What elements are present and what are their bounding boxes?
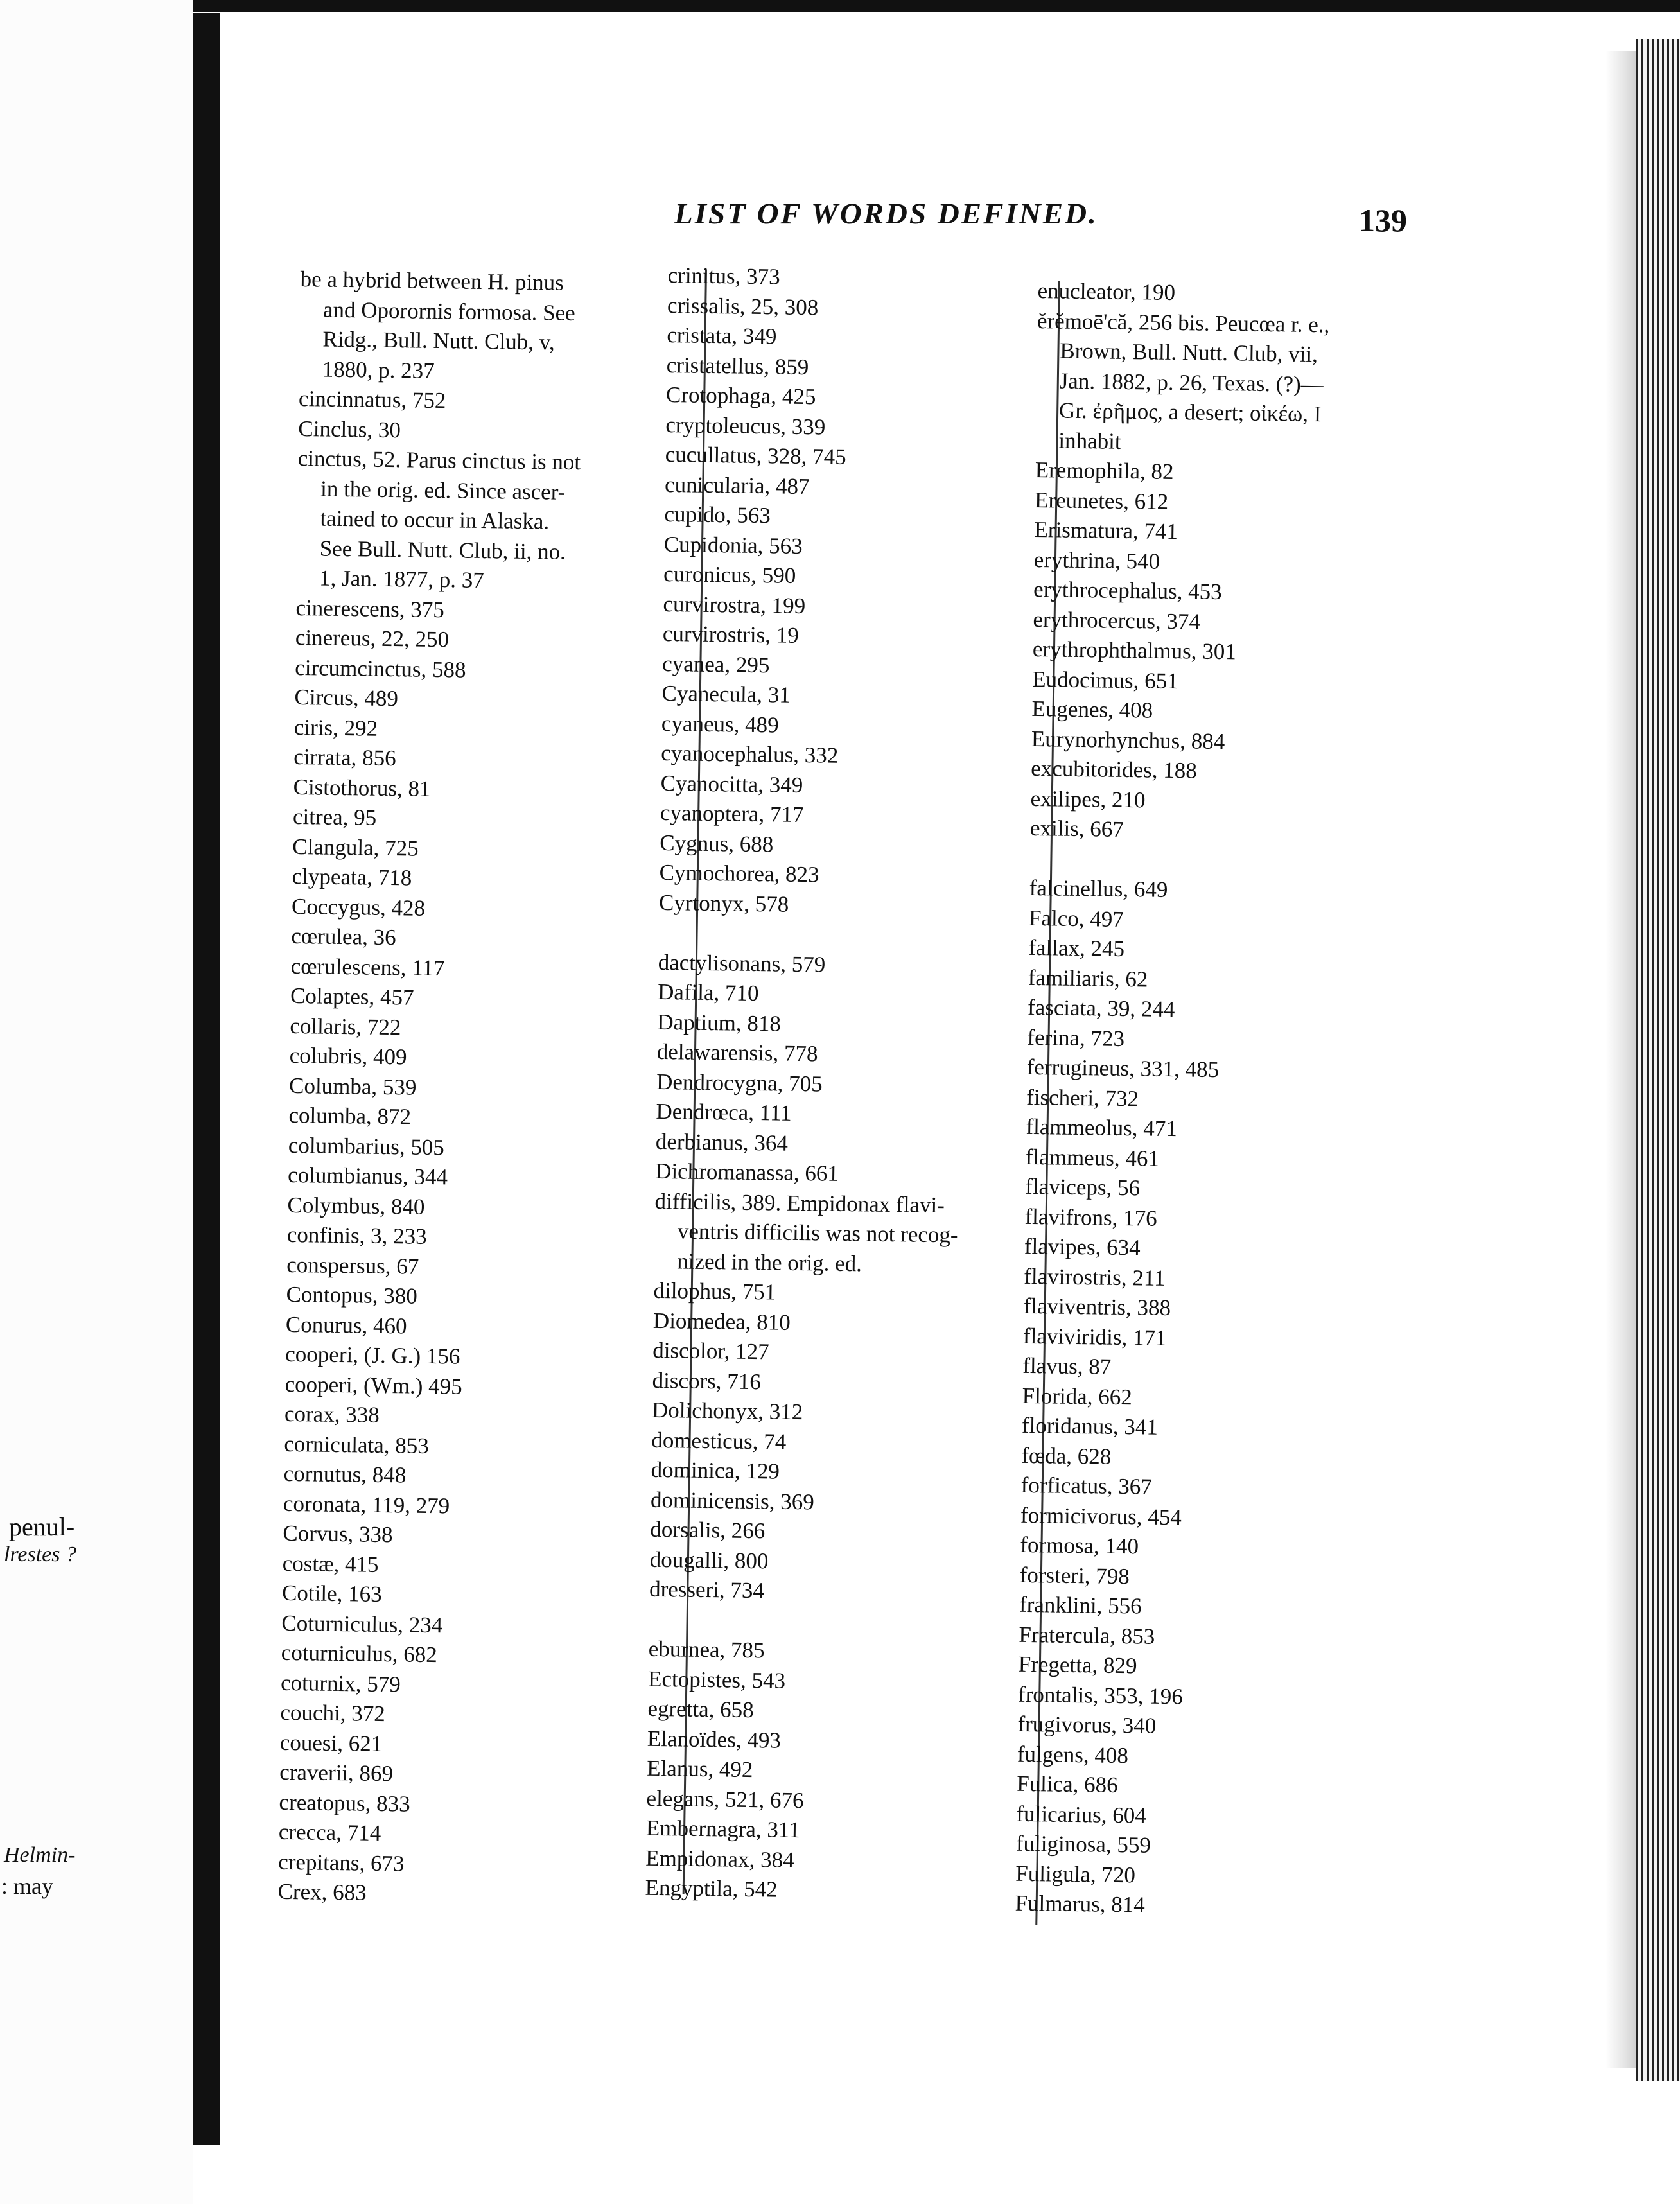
index-entry: Coccygus, 428 [291, 893, 426, 921]
left-page-fragment-1: penul- [9, 1512, 75, 1541]
index-entry-continuation: Brown, Bull. Nutt. Club, vii, [1060, 338, 1318, 367]
running-header-title: LIST OF WORDS DEFINED. [674, 197, 1098, 231]
index-entry: Ectopistes, 543 [647, 1666, 786, 1693]
index-entry: falcinellus, 649 [1029, 875, 1168, 902]
index-entry: Empidonax, 384 [645, 1845, 794, 1873]
index-entry: dominica, 129 [651, 1456, 780, 1484]
index-entry: crissalis, 25, 308 [667, 292, 819, 320]
index-entry: Embernagra, 311 [645, 1815, 800, 1843]
index-entry: erythrophthalmus, 301 [1032, 636, 1237, 665]
index-entry: Cyanocitta, 349 [660, 770, 803, 798]
index-entry: clypeata, 718 [292, 863, 412, 891]
index-entry-continuation: tained to occur in Alaska. [320, 505, 550, 534]
index-entry: discolor, 127 [652, 1337, 769, 1365]
index-entry: cœrulea, 36 [291, 923, 396, 950]
index-entry: dactylisonans, 579 [658, 949, 826, 977]
index-entry: curonicus, 590 [663, 561, 796, 588]
index-entry: eburnea, 785 [648, 1636, 765, 1663]
index-entry: Cotile, 163 [281, 1580, 382, 1607]
index-entry: Eudocimus, 651 [1031, 666, 1178, 694]
index-entry: derbianus, 364 [655, 1128, 789, 1156]
index-entry: flammeolus, 471 [1026, 1114, 1178, 1142]
index-entry: fasciata, 39, 244 [1027, 994, 1175, 1022]
index-entry: Falco, 497 [1028, 905, 1124, 932]
index-entry: conspersus, 67 [286, 1252, 419, 1279]
index-entry: forficatus, 367 [1020, 1472, 1153, 1500]
index-entry: Fuligula, 720 [1015, 1860, 1136, 1887]
index-entry: cyanocephalus, 332 [661, 740, 839, 768]
page-number: 139 [1359, 202, 1407, 238]
index-entry: Cinclus, 30 [298, 415, 401, 442]
book-gutter-shadow [193, 13, 220, 2145]
index-entry: Colaptes, 457 [290, 983, 414, 1010]
index-entry: Crotophaga, 425 [665, 381, 816, 410]
index-entry-continuation: See Bull. Nutt. Club, ii, no. [319, 535, 566, 564]
index-entry: fischeri, 732 [1026, 1084, 1139, 1111]
index-entry: columbarius, 505 [288, 1132, 445, 1160]
index-entry: flavifrons, 176 [1024, 1203, 1157, 1231]
index-entry: cryptoleucus, 339 [665, 412, 826, 439]
page-edge-shading [1606, 51, 1636, 2068]
index-entry: Daptium, 818 [657, 1009, 782, 1036]
index-entry: Dolichonyx, 312 [651, 1397, 803, 1425]
index-column-2 [645, 261, 1028, 1908]
index-entry: confinis, 3, 233 [286, 1221, 427, 1249]
index-entry: Elanoïdes, 493 [647, 1726, 782, 1753]
index-entry: creatopus, 833 [279, 1789, 410, 1817]
index-entry: cornutus, 848 [283, 1460, 407, 1488]
index-entry-continuation: and Oporornis formosa. See [322, 296, 575, 326]
index-entry: cooperi, (Wm.) 495 [284, 1371, 462, 1399]
top-scan-border [0, 0, 1680, 12]
index-entry: Eugenes, 408 [1031, 695, 1153, 723]
index-entry: cunicularia, 487 [664, 471, 810, 499]
left-page-edge [0, 0, 193, 2204]
index-entry: dresseri, 734 [649, 1576, 765, 1604]
index-entry: columba, 872 [288, 1102, 412, 1130]
index-entry: dorsalis, 266 [650, 1516, 766, 1544]
index-entry: couchi, 372 [280, 1699, 386, 1727]
index-entry: cyaneus, 489 [661, 710, 779, 737]
index-entry: ciris, 292 [293, 714, 378, 741]
index-entry: Dichromanassa, 661 [654, 1158, 839, 1186]
index-entry: Cupidonia, 563 [663, 531, 803, 559]
index-column-3 [1015, 276, 1436, 1924]
index-entry: enucleator, 190 [1037, 277, 1176, 305]
index-entry: exilipes, 210 [1030, 785, 1146, 812]
index-entry: Columba, 539 [288, 1072, 417, 1100]
index-entry-continuation: 1880, p. 237 [322, 356, 435, 383]
index-entry: Fulmarus, 814 [1015, 1890, 1146, 1918]
index-entry: Elanus, 492 [646, 1755, 753, 1783]
index-entry: flaviviridis, 171 [1022, 1323, 1167, 1351]
index-entry: be a hybrid between H. pinus [300, 266, 564, 295]
index-entry: Eremophila, 82 [1035, 457, 1174, 484]
index-entry: fuliginosa, 559 [1015, 1830, 1151, 1858]
index-entry: frugivorus, 340 [1017, 1711, 1157, 1738]
index-entry: exilis, 667 [1029, 815, 1124, 842]
index-entry: crinitus, 373 [667, 262, 780, 290]
index-entry: Conurus, 460 [285, 1311, 407, 1338]
left-page-fragment-3: Helmin- [4, 1843, 76, 1867]
index-entry: flammeus, 461 [1025, 1144, 1160, 1171]
index-entry: flaviceps, 56 [1024, 1173, 1141, 1201]
index-entry: cyanoptera, 717 [660, 800, 804, 828]
index-entry: fœda, 628 [1021, 1442, 1112, 1469]
index-entry: Florida, 662 [1022, 1383, 1133, 1410]
left-page-fragment-2: lrestes ? [4, 1543, 77, 1566]
index-entry: Ereunetes, 612 [1034, 487, 1169, 514]
index-entry: cucullatus, 328, 745 [665, 441, 846, 469]
index-entry-continuation: ventris difficilis was not recog- [677, 1218, 958, 1248]
index-entry: cyanea, 295 [661, 651, 770, 678]
index-entry: crecca, 714 [278, 1819, 381, 1846]
index-entry: Cyanecula, 31 [661, 680, 791, 708]
index-entry: Clangula, 725 [292, 834, 419, 861]
index-entry: formicivorus, 454 [1020, 1502, 1182, 1530]
index-entry: Cistothorus, 81 [293, 774, 431, 801]
index-entry: formosa, 140 [1020, 1532, 1139, 1559]
index-entry: Cygnus, 688 [660, 830, 774, 857]
index-entry: corax, 338 [284, 1401, 380, 1428]
index-entry-continuation: in the orig. ed. Since ascer- [320, 475, 566, 505]
index-entry: Circus, 489 [294, 684, 399, 712]
index-entry: fulicarius, 604 [1016, 1801, 1147, 1828]
index-entry-continuation: Ridg., Bull. Nutt. Club, v, [322, 326, 556, 355]
index-entry: curvirostris, 19 [662, 620, 800, 648]
index-entry: coturnix, 579 [280, 1670, 401, 1697]
index-entry: Fregetta, 829 [1018, 1651, 1137, 1679]
index-entry: coronata, 119, 279 [283, 1491, 450, 1518]
index-entry: craverii, 869 [279, 1759, 394, 1787]
index-entry: delawarensis, 778 [656, 1038, 818, 1067]
index-entry: Dendrœca, 111 [656, 1098, 792, 1126]
index-column-1 [277, 265, 686, 1912]
index-entry: dougalli, 800 [649, 1546, 769, 1573]
index-entry: cinereus, 22, 250 [295, 624, 450, 652]
index-entry: egretta, 658 [647, 1695, 754, 1723]
index-entry: crepitans, 673 [278, 1849, 405, 1876]
index-entry: forsteri, 798 [1019, 1562, 1130, 1589]
index-entry: Fratercula, 853 [1019, 1622, 1155, 1649]
index-entry: flaviventris, 388 [1023, 1293, 1171, 1321]
index-entry: Dafila, 710 [657, 979, 759, 1006]
index-entry: curvirostra, 199 [663, 591, 806, 618]
index-entry: cinerescens, 375 [295, 595, 445, 622]
index-entry: floridanus, 341 [1021, 1412, 1159, 1440]
index-entry: Fulica, 686 [1016, 1771, 1118, 1797]
index-entry: Colymbus, 840 [287, 1192, 425, 1220]
index-entry-continuation: Jan. 1882, p. 26, Texas. (?)— [1059, 367, 1324, 397]
index-entry: franklini, 556 [1019, 1591, 1142, 1619]
index-entry: cincinnatus, 752 [298, 385, 446, 414]
index-entry: discors, 716 [652, 1367, 762, 1394]
index-entry-continuation: inhabit [1058, 427, 1121, 454]
index-entry: frontalis, 353, 196 [1017, 1681, 1184, 1709]
index-entry: ferina, 723 [1027, 1024, 1125, 1051]
index-entry: ĕrĕmoē'că, 256 bis. Peucœa r. e., [1037, 308, 1330, 337]
index-entry: coturniculus, 682 [281, 1640, 438, 1668]
index-entry: Eurynorhynchus, 884 [1031, 726, 1225, 754]
index-entry: ferrugineus, 331, 485 [1026, 1054, 1220, 1083]
index-entry: elegans, 521, 676 [646, 1785, 804, 1813]
index-entry: domesticus, 74 [651, 1427, 787, 1455]
index-entry: fulgens, 408 [1017, 1741, 1129, 1768]
page-stack-edge [1636, 39, 1680, 2081]
index-entry: erythrina, 540 [1033, 547, 1160, 574]
index-entry: flavus, 87 [1022, 1352, 1112, 1379]
index-entry: cœrulescens, 117 [290, 953, 445, 981]
left-page-fragment-4: : may [1, 1873, 53, 1899]
index-entry: Crex, 683 [277, 1878, 367, 1905]
index-entry: dominicensis, 369 [650, 1487, 815, 1514]
index-entry-continuation: 1, Jan. 1877, p. 37 [319, 565, 485, 593]
index-entry: dilophus, 751 [653, 1277, 776, 1305]
index-entry: costæ, 415 [282, 1550, 379, 1577]
index-entry: cirrata, 856 [293, 744, 396, 771]
index-entry-continuation: Gr. ἐρῆμος, a desert; οἰκέω, I [1058, 398, 1322, 427]
index-entry: Erismatura, 741 [1034, 516, 1178, 545]
index-entry: couesi, 621 [279, 1729, 383, 1756]
index-entry: excubitorides, 188 [1031, 755, 1198, 783]
index-entry: erythrocephalus, 453 [1033, 576, 1222, 605]
index-entry: columbianus, 344 [287, 1162, 448, 1190]
index-entry: cooperi, (J. G.) 156 [285, 1341, 460, 1369]
section-gap [649, 1604, 1009, 1639]
index-entry: Dendrocygna, 705 [656, 1069, 823, 1096]
index-entry: colubris, 409 [289, 1042, 407, 1070]
index-entry: Cymochorea, 823 [659, 859, 819, 888]
index-entry: flavirostris, 211 [1023, 1263, 1166, 1291]
index-entry: Cyrtonyx, 578 [658, 889, 789, 917]
index-entry: flavipes, 634 [1024, 1233, 1141, 1261]
index-entry: circumcinctus, 588 [294, 654, 466, 683]
index-entry: Engyptila, 542 [645, 1875, 778, 1902]
index-entry: cristatellus, 859 [666, 352, 809, 380]
index-entry: Coturniculus, 234 [281, 1610, 443, 1638]
index-entry: corniculata, 853 [284, 1431, 430, 1458]
index-entry: Diomedea, 810 [652, 1308, 791, 1335]
index-entry-continuation: nized in the orig. ed. [676, 1248, 862, 1276]
index-entry: fallax, 245 [1028, 934, 1125, 961]
index-entry: Contopus, 380 [286, 1281, 418, 1309]
index-entry: cupido, 563 [664, 501, 771, 529]
index-entry: collaris, 722 [290, 1013, 401, 1040]
section-gap [658, 918, 1019, 952]
index-entry: Corvus, 338 [283, 1520, 393, 1548]
index-entry: citrea, 95 [292, 803, 377, 830]
index-entry: erythrocercus, 374 [1033, 606, 1201, 634]
index-entry: cristata, 349 [667, 322, 777, 349]
index-entry: familiaris, 62 [1028, 965, 1148, 992]
index-entry: cinctus, 52. Parus cinctus is not [297, 445, 581, 475]
index-entry: difficilis, 389. Empidonax flavi- [654, 1188, 945, 1218]
